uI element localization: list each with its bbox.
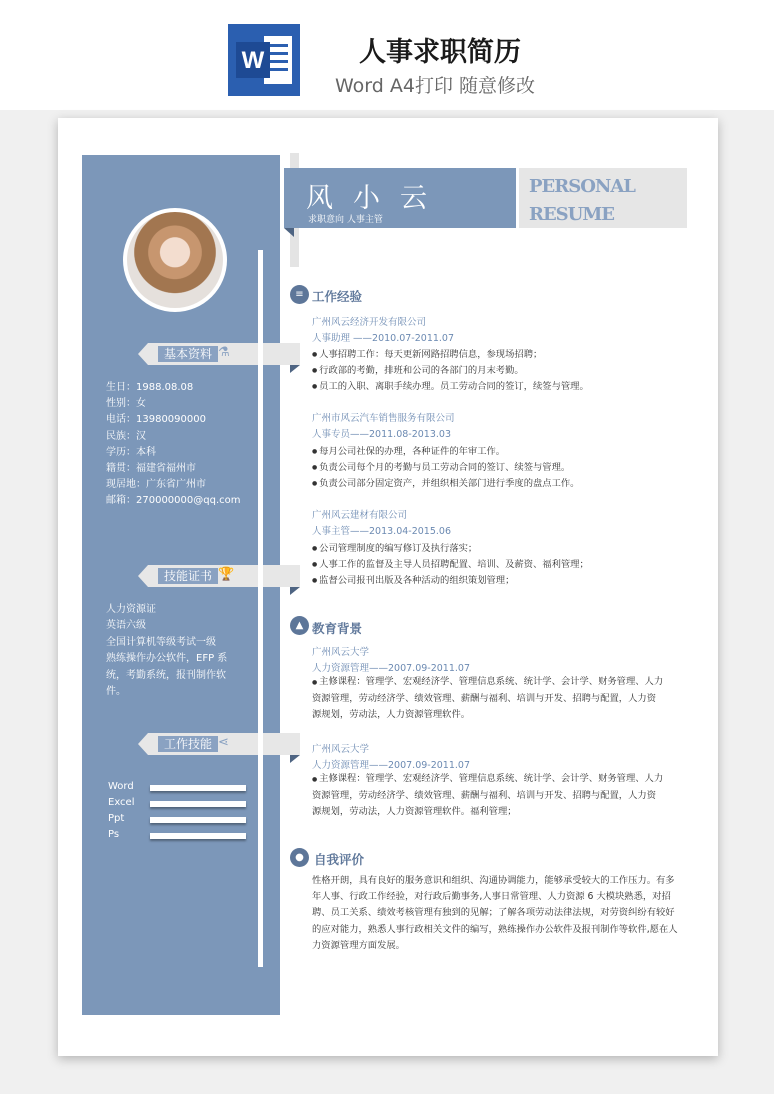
work-role: 人事助理 ——2010.07-2011.07 — [312, 333, 455, 344]
work-bullet: ● 人事招聘工作：每天更新网路招聘信息，参现场招聘； — [312, 346, 542, 360]
skill-ps-label: Ps — [108, 829, 120, 840]
timeline-line — [258, 250, 263, 967]
skill-ppt-label: Ppt — [108, 813, 125, 824]
sidebar — [82, 155, 280, 1015]
self-eval-text: 性格开朗，具有良好的服务意识和组织、沟通协调能力，能够承受较大的工作压力。有多年人事、行政工作经验，对行政后勤事务,人事日常管理、人力资源 6 大模块熟悉，对招聘、员工关系、绩效考核管理有独到的见解；了解各项劳动法律法规，对劳资纠纷有较好的应对能力，熟悉人事行政相关文件的编写，熟练操作办公软件及报刊制作等软件,愿在人力资源管理方面发展。 — [312, 875, 678, 951]
cert-list — [106, 602, 241, 700]
banner-subtitle: Word A4打印 随意修改 — [334, 75, 535, 97]
work-bullet: ● 负责公司部分固定资产，并组织相关部门进行季度的盘点工作。 — [312, 475, 579, 489]
work-bullet: ● 员工的入职、离职手续办理。员工劳动合同的签订，续签与管理。 — [312, 378, 589, 392]
skills-tab — [148, 733, 300, 755]
cert-item: 人力资源证 — [106, 604, 156, 615]
edu-school: 广州风云大学 — [312, 647, 370, 658]
cert-item: 英语六级 — [106, 620, 146, 632]
info-education: 学历：本科 — [106, 446, 156, 458]
skills-title: 工作技能 — [158, 736, 218, 752]
work-role: 人事专员——2011.08-2013.03 — [312, 429, 451, 440]
edu-major: 人力资源管理——2007.09-2011.07 — [312, 663, 470, 674]
edu-school: 广州风云大学 — [312, 744, 370, 755]
user-icon: ● — [290, 848, 309, 867]
flask-icon: ⚗ — [218, 345, 230, 360]
info-residence: 现居地：广东省广州市 — [106, 479, 206, 491]
banner — [0, 0, 774, 110]
trophy-icon: 🏆 — [218, 567, 235, 582]
cert-tab — [148, 565, 300, 587]
work-bullet: ● 人事工作的监督及主导人员招聘配置、培训、及薪资、福利管理； — [312, 556, 589, 570]
word-icon — [228, 24, 300, 96]
basic-info-title: 基本资料 — [158, 346, 218, 362]
self-eval-title: 自我评价 — [314, 852, 365, 867]
cert-item: 熟练操作办公软件，EFP 系统，考勤系统，报刊制作软件。 — [106, 653, 228, 698]
work-role: 人事主管——2013.04-2015.06 — [312, 526, 451, 537]
info-email: 邮箱：270000000@qq.com — [106, 495, 241, 507]
share-icon: ⋖ — [218, 735, 229, 750]
edu-courses: ● 主修课程：管理学、宏观经济学、管理信息系统、统计学、会计学、财务管理、人力资源管理，劳动经济学、绩效管理、薪酬与福利、培训与开发、招聘与配置，人力资源规划，劳动法，人力资源管理软件。福利管理； — [312, 773, 664, 818]
info-birthday: 生日：1988.08.08 — [106, 382, 194, 393]
info-gender: 性别：女 — [106, 398, 146, 410]
skill-excel-label: Excel — [108, 797, 135, 808]
skill-ps-bar — [150, 833, 246, 839]
work-company: 广州市风云汽车销售服务有限公司 — [312, 413, 455, 424]
work-bullet: ● 行政部的考勤，排班和公司的各部门的月末考勤。 — [312, 362, 524, 376]
info-hometown: 籍贯：福建省福州市 — [106, 463, 196, 475]
work-company: 广州风云经济开发有限公司 — [312, 317, 427, 328]
info-phone: 电话：13980090000 — [106, 414, 206, 426]
banner-title: 人事求职简历 — [359, 37, 521, 68]
candidate-name: 风小云 — [306, 183, 447, 214]
cert-item: 全国计算机等级考试一级 — [106, 636, 216, 648]
graduation-cap-icon: ▲ — [290, 616, 309, 635]
cert-title: 技能证书 — [158, 568, 218, 584]
work-company: 广州风云建材有限公司 — [312, 510, 408, 521]
resume-page — [58, 118, 718, 1056]
avatar-photo — [127, 212, 223, 308]
work-title: 工作经验 — [312, 289, 363, 304]
skill-word-bar — [150, 785, 246, 791]
skill-word-label: Word — [108, 781, 134, 792]
name-box — [284, 168, 516, 228]
work-bullet: ● 公司管理制度的编写修订及执行落实； — [312, 540, 477, 554]
edu-major: 人力资源管理——2007.09-2011.07 — [312, 760, 470, 771]
education-title: 教育背景 — [312, 621, 363, 636]
personal-resume-box — [519, 168, 687, 228]
basic-info-tab — [148, 343, 300, 365]
svg-text:W: W — [241, 47, 265, 74]
database-icon: ≡ — [290, 285, 309, 304]
personal-resume-text — [529, 173, 635, 229]
basic-info-list — [106, 380, 241, 510]
avatar — [123, 208, 227, 312]
work-bullet: ● 监督公司报刊出版及各种活动的组织策划管理； — [312, 572, 514, 586]
info-ethnicity: 民族：汉 — [106, 430, 146, 442]
name-fold — [284, 228, 294, 237]
skill-excel-bar — [150, 801, 246, 807]
skill-ppt-bar — [150, 817, 246, 823]
personal-word: PERSONAL — [529, 176, 635, 197]
work-bullet: ● 每月公司社保的办理，各种证件的年审工作。 — [312, 443, 505, 457]
edu-courses: ● 主修课程：管理学、宏观经济学、管理信息系统、统计学、会计学、财务管理、人力资源管理，劳动经济学、绩效管理、薪酬与福利、培训与开发、招聘与配置，人力资源规划，劳动法，人力资源管理软件。 — [312, 676, 664, 721]
job-intent: 求职意向 人事主管 — [308, 215, 383, 225]
resume-word: RESUME — [529, 204, 615, 225]
work-bullet: ● 负责公司每个月的考勤与员工劳动合同的签订、续签与管理。 — [312, 459, 570, 473]
